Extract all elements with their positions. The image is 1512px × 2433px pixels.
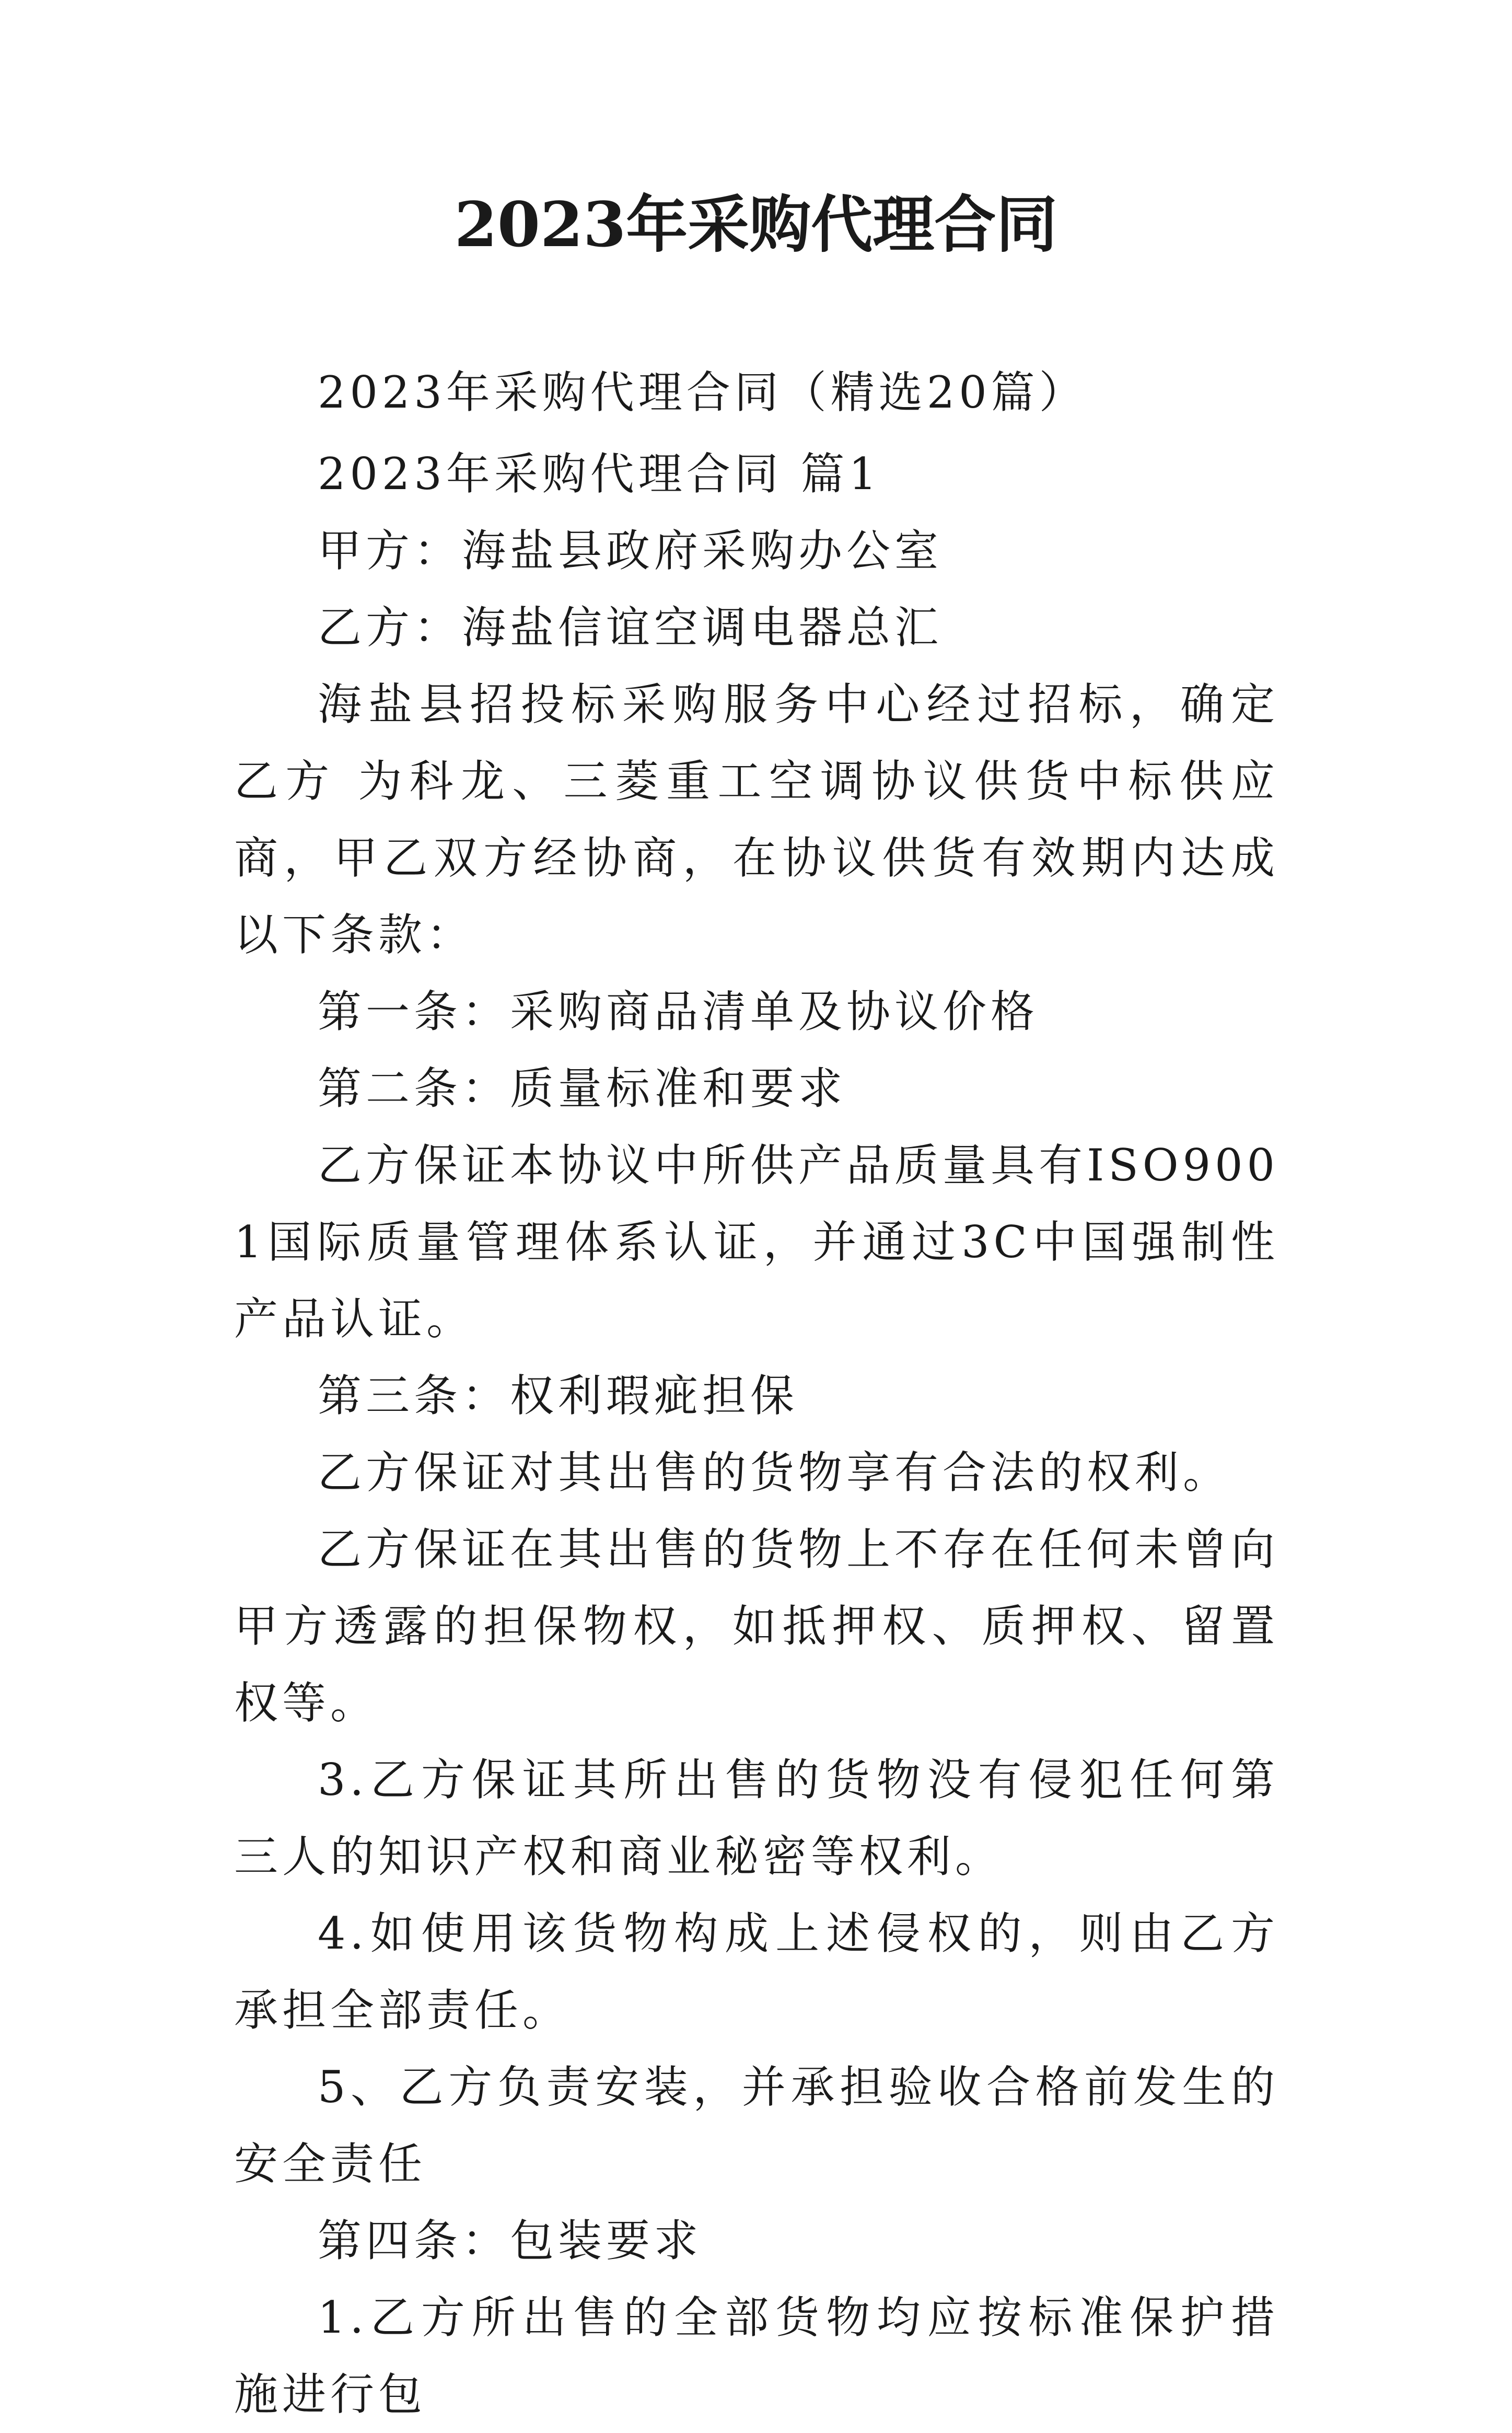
paragraph-rights-5: 5、乙方负责安装，并承担验收合格前发生的安全责任 — [234, 2061, 1279, 2189]
paragraph-party-a: 甲方：海盐县政府采购办公室 — [318, 525, 943, 576]
document-title: 2023年采购代理合同 — [454, 188, 1058, 261]
paragraph-section-heading: 2023年采购代理合同 篇1 — [318, 448, 881, 500]
paragraph-packaging-1: 1.乙方所出售的全部货物均应按标准保护措施进行包 — [234, 2292, 1279, 2420]
document-body — [234, 354, 1279, 2433]
paragraph-party-b: 乙方：海盐信谊空调电器总汇 — [318, 602, 943, 653]
paragraph-article-4: 第四条：包装要求 — [318, 2215, 703, 2266]
paragraph-rights-3: 3.乙方保证其所出售的货物没有侵犯任何第三人的知识产权和商业秘密等权利。 — [234, 1754, 1279, 1882]
paragraph-article-2: 第二条：质量标准和要求 — [318, 1063, 847, 1114]
paragraph-rights-2: 乙方保证在其出售的货物上不存在任何未曾向甲方透露的担保物权，如抵押权、质押权、留置权等。 — [234, 1524, 1280, 1729]
paragraph-article-1: 第一条：采购商品清单及协议价格 — [318, 986, 1039, 1037]
paragraph-quality: 乙方保证本协议中所供产品质量具有ISO9001国际质量管理体系认证，并通过3C中国强制性产品认证。 — [234, 1140, 1279, 1345]
paragraph-subtitle: 2023年采购代理合同（精选20篇） — [318, 367, 1087, 418]
paragraph-rights-1: 乙方保证对其出售的货物享有合法的权利。 — [318, 1447, 1231, 1498]
paragraph-rights-4: 4.如使用该货物构成上述侵权的，则由乙方承担全部责任。 — [234, 1908, 1279, 2036]
paragraph-article-3: 第三条：权利瑕疵担保 — [318, 1370, 799, 1421]
paragraph-preamble: 海盐县招投标采购服务中心经过招标，确定 乙方 为科龙、三菱重工空调协议供货中标供应商，甲乙双方经协商，在协议供货有效期内达成以下条款： — [234, 679, 1279, 960]
